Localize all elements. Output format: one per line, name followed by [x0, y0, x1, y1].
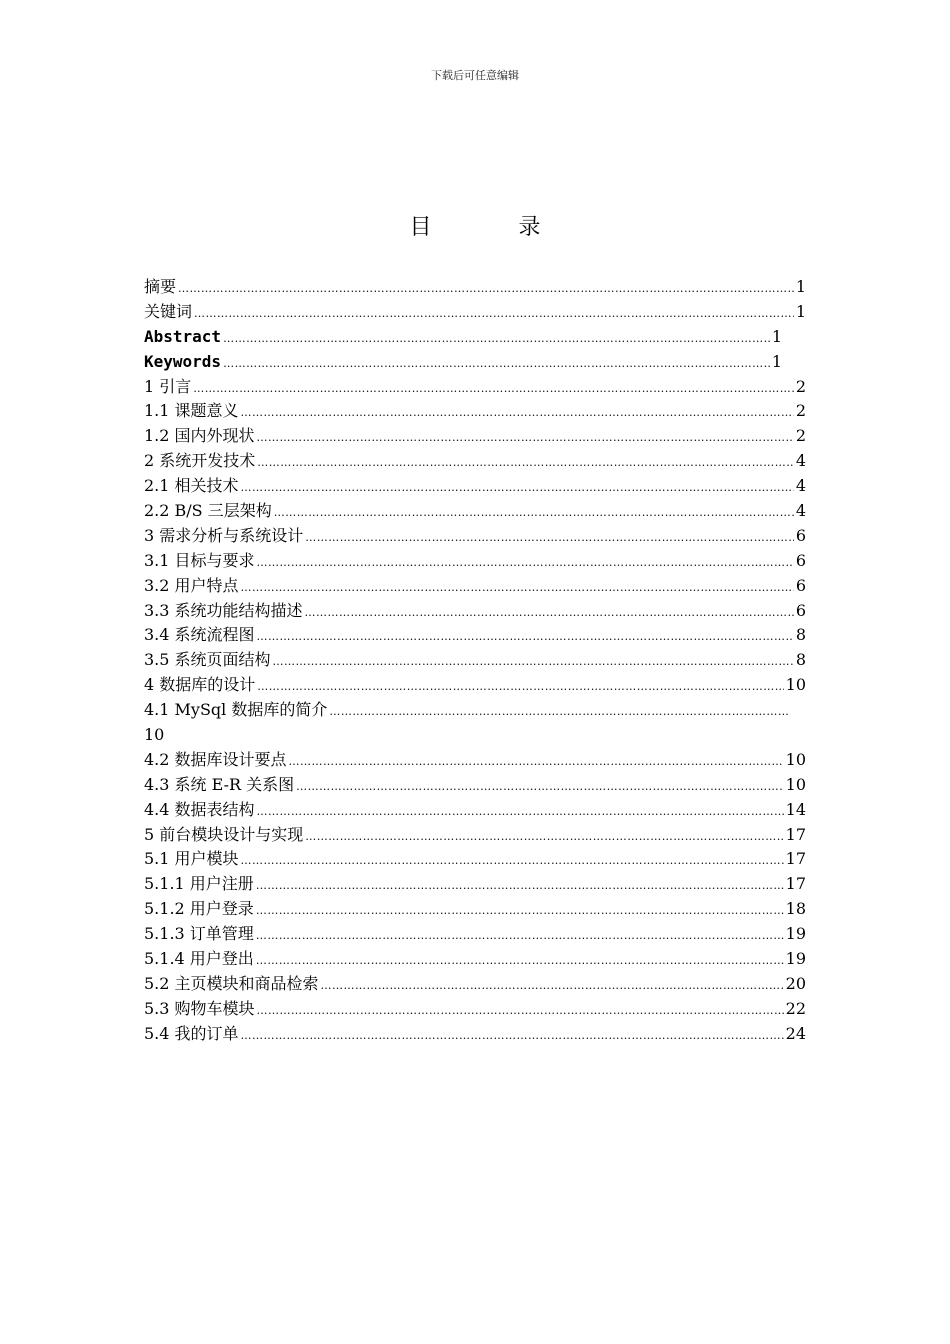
toc-entry-label: 3.1 目标与要求 [144, 550, 255, 570]
toc-entry[interactable] [144, 897, 806, 922]
toc-entry-label: 5.2 主页模块和商品检索 [144, 973, 319, 993]
toc-entry-page-number: 6 [795, 525, 806, 545]
toc-entry-page-number: 10 [785, 774, 806, 794]
toc-dot-leader [257, 675, 783, 700]
toc-entry-label: Abstract [144, 326, 222, 346]
toc-dot-leader [257, 999, 784, 1024]
toc-entry-page-number: 17 [785, 874, 806, 894]
toc-entry-label: 5.1.3 订单管理 [144, 924, 254, 944]
toc-entry[interactable] [144, 922, 806, 947]
toc-entry[interactable] [144, 748, 806, 773]
toc-dot-leader [241, 401, 794, 426]
toc-dot-leader [273, 650, 794, 675]
toc-entry-label: 10 [144, 725, 165, 745]
toc-entry-label: 4.1 MySql 数据库的简介 [144, 700, 328, 720]
toc-dot-leader [321, 974, 784, 999]
toc-entry-label: 5.1.2 用户登录 [144, 899, 254, 919]
toc-entry[interactable] [144, 623, 806, 648]
toc-entry[interactable] [144, 648, 806, 673]
toc-entry-page-number: 2 [795, 426, 806, 446]
toc-entry[interactable] [144, 997, 806, 1022]
toc-entry-label: 5.3 购物车模块 [144, 998, 255, 1018]
toc-entry[interactable] [144, 399, 806, 424]
toc-entry[interactable] [144, 474, 806, 499]
toc-entry-label: 摘要 [144, 277, 177, 296]
toc-entry-page-number: 6 [795, 550, 806, 570]
toc-entry[interactable] [144, 872, 806, 897]
toc-entry-label: 1 引言 [144, 376, 192, 396]
toc-entry-label: 1.2 国内外现状 [144, 426, 255, 446]
toc-dot-leader [241, 1024, 784, 1049]
toc-entry[interactable] [144, 449, 806, 474]
toc-entry-label: 5.1.1 用户注册 [144, 874, 254, 894]
toc-entry-label: 4 数据库的设计 [144, 675, 256, 695]
toc-entry-label: 2.1 相关技术 [144, 476, 239, 496]
toc-entry-page-number: 8 [795, 650, 806, 670]
toc-entry-label: 5.1.4 用户登出 [144, 949, 254, 969]
toc-entry-page-number: 2 [795, 401, 806, 421]
toc-dot-leader [223, 327, 770, 352]
toc-entry[interactable] [144, 773, 806, 798]
toc-entry[interactable] [144, 972, 806, 997]
toc-entry-page-number: 8 [795, 625, 806, 645]
toc-entry-page-number: 4 [795, 451, 806, 471]
toc-entry-label: 关键词 [144, 301, 193, 321]
toc-dot-leader [223, 352, 770, 377]
toc-entry-label: 5.4 我的订单 [144, 1023, 239, 1043]
toc-entry-label: 2.2 B/S 三层架构 [144, 501, 272, 521]
toc-entry[interactable] [144, 549, 806, 574]
toc-entry[interactable] [144, 673, 806, 698]
toc-entry-label: 5 前台模块设计与实现 [144, 824, 304, 844]
toc-entry-page-number: 4 [795, 476, 806, 496]
toc-entry[interactable] [144, 823, 806, 848]
toc-dot-leader [256, 899, 784, 924]
toc-entry[interactable] [144, 599, 806, 624]
toc-dot-leader [178, 277, 794, 302]
toc-dot-leader [257, 625, 794, 650]
toc-dot-leader [257, 426, 794, 451]
toc-dot-leader [305, 526, 794, 551]
toc-entry-page-number: 17 [785, 849, 806, 869]
toc-dot-leader [305, 825, 783, 850]
toc-entry[interactable] [144, 375, 806, 400]
toc-entry-label: 3.4 系统流程图 [144, 625, 255, 645]
toc-entry-page-number: 19 [785, 924, 806, 944]
toc-dot-leader [194, 302, 794, 327]
toc-dot-leader [305, 601, 794, 626]
toc-entry-label: 3.2 用户特点 [144, 575, 239, 595]
toc-entry[interactable] [144, 424, 806, 449]
toc-entry[interactable] [144, 350, 806, 375]
toc-entry-page-number: 6 [795, 575, 806, 595]
toc-entry-page-number: 1 [795, 277, 806, 296]
header-note: 下载后可任意编辑 [431, 69, 519, 82]
toc-entry-page-number: 1 [771, 351, 782, 371]
toc-entry-label: 3 需求分析与系统设计 [144, 525, 304, 545]
toc-entry[interactable] [144, 325, 806, 350]
toc-dot-leader [329, 700, 790, 725]
toc-dot-leader [296, 775, 784, 800]
toc-dot-leader [256, 924, 784, 949]
toc-entry-page-number: 14 [785, 799, 806, 819]
toc-entry[interactable] [144, 275, 806, 300]
toc-entry[interactable] [144, 723, 806, 748]
toc-entry-label: 3.3 系统功能结构描述 [144, 600, 303, 620]
toc-dot-leader [257, 800, 784, 825]
toc-dot-leader [241, 476, 794, 501]
table-of-contents [144, 275, 806, 1047]
toc-entry[interactable] [144, 574, 806, 599]
toc-entry-page-number: 20 [785, 973, 806, 993]
toc-entry-page-number: 24 [785, 1023, 806, 1043]
toc-entry-label: 4.2 数据库设计要点 [144, 749, 287, 769]
toc-entry-page-number: 22 [785, 998, 806, 1018]
toc-dot-leader [274, 501, 794, 526]
toc-entry-page-number: 18 [785, 899, 806, 919]
toc-entry-page-number: 2 [795, 376, 806, 396]
toc-dot-leader [241, 576, 794, 601]
toc-entry-label: 3.5 系统页面结构 [144, 650, 271, 670]
toc-entry-page-number: 1 [795, 301, 806, 321]
toc-entry[interactable] [144, 698, 806, 723]
toc-entry-label: Keywords [144, 351, 222, 371]
toc-dot-leader [257, 551, 794, 576]
toc-entry-label: 4.3 系统 E-R 关系图 [144, 774, 295, 794]
toc-dot-leader [241, 849, 784, 874]
toc-entry[interactable] [144, 947, 806, 972]
toc-entry[interactable] [144, 524, 806, 549]
toc-dot-leader [257, 451, 794, 476]
toc-dot-leader [256, 874, 784, 899]
toc-dot-leader [193, 377, 794, 402]
toc-entry[interactable] [144, 499, 806, 524]
toc-dot-leader [289, 750, 784, 775]
toc-entry[interactable] [144, 300, 806, 325]
toc-entry[interactable] [144, 1022, 806, 1047]
toc-entry-page-number: 10 [785, 675, 806, 695]
toc-dot-leader [256, 949, 784, 974]
toc-entry-page-number: 1 [771, 326, 782, 346]
toc-entry-page-number: 17 [785, 824, 806, 844]
page-title: 目 录 [409, 215, 581, 240]
toc-entry-label: 1.1 课题意义 [144, 401, 239, 421]
toc-entry-label: 5.1 用户模块 [144, 849, 239, 869]
toc-entry-page-number: 4 [795, 501, 806, 521]
toc-entry-page-number: 10 [785, 749, 806, 769]
toc-entry[interactable] [144, 798, 806, 823]
toc-entry-page-number: 19 [785, 949, 806, 969]
toc-entry-label: 4.4 数据表结构 [144, 799, 255, 819]
toc-entry-label: 2 系统开发技术 [144, 451, 256, 471]
toc-entry-page-number: 6 [795, 600, 806, 620]
toc-entry[interactable] [144, 847, 806, 872]
